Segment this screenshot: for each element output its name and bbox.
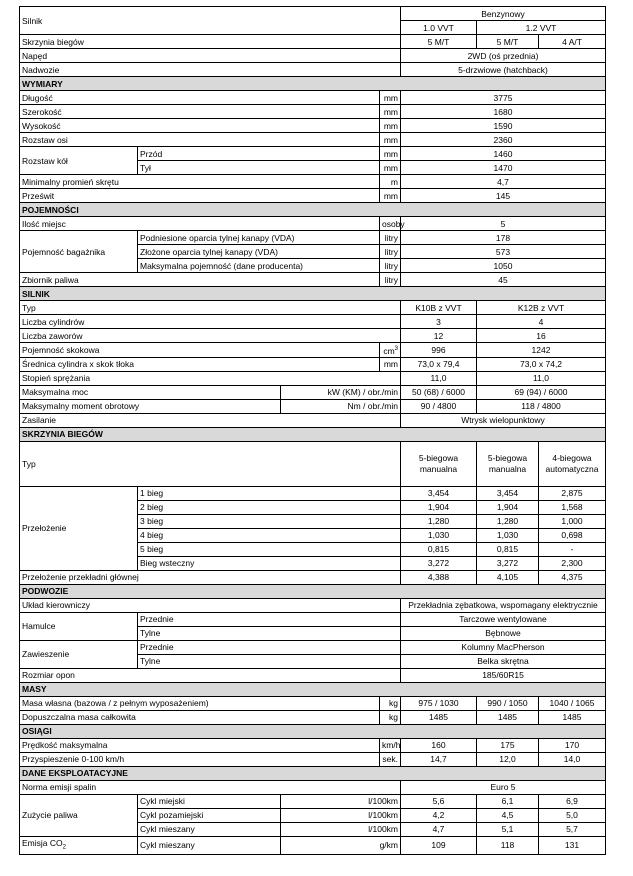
value-2: 4,5: [477, 808, 539, 822]
value: 4,7: [401, 175, 606, 189]
gearbox-type-2: 5-biegowa manualna: [477, 441, 539, 486]
row-displacement: [20, 343, 606, 358]
row-cylinders: [20, 315, 606, 329]
value-2: 6,1: [477, 794, 539, 808]
row-gear-1: [20, 486, 606, 500]
row-brakes-front: [20, 612, 606, 626]
value-2: 4: [477, 315, 606, 329]
spec-table: [19, 6, 606, 855]
row-label: Stopień sprężania: [20, 371, 401, 385]
unit: mm: [380, 161, 401, 175]
row-label: Długość: [20, 91, 380, 105]
value-2: 1242: [477, 343, 606, 358]
value-2: 1485: [477, 710, 539, 724]
sub-label: Przód: [138, 147, 380, 161]
ratio-label: Przełożenie: [20, 486, 138, 570]
unit: litry: [380, 231, 401, 245]
value-1: 3: [401, 315, 477, 329]
value: 1050: [401, 259, 606, 273]
cycle-label: Cykl mieszany: [138, 836, 281, 854]
cycle-label: Cykl miejski: [138, 794, 281, 808]
row-height: [20, 119, 606, 133]
sub-label: Przednie: [138, 612, 401, 626]
gearbox-type-1: 5-biegowa manualna: [401, 441, 477, 486]
value-2: 1,280: [477, 514, 539, 528]
row-label: Maksymalna moc: [20, 385, 281, 399]
row-label: Masa własna (bazowa / z pełnym wyposażeniem): [20, 696, 380, 710]
unit: mm: [380, 147, 401, 161]
value-1: 4,2: [401, 808, 477, 822]
section-capacities: [20, 203, 606, 217]
engine-variant-2: 1.2 VVT: [477, 21, 606, 35]
value-3: 1040 / 1065: [539, 696, 606, 710]
value-2: 3,272: [477, 556, 539, 570]
value-1: 3,272: [401, 556, 477, 570]
value-1: 1,904: [401, 500, 477, 514]
section-dimensions: [20, 77, 606, 91]
unit: litry: [380, 245, 401, 259]
section-chassis: [20, 584, 606, 598]
unit: sek.: [380, 752, 401, 766]
unit: mm: [380, 189, 401, 203]
row-seats: [20, 217, 606, 231]
row-label: Wysokość: [20, 119, 380, 133]
value-3: 5,7: [539, 822, 606, 836]
value: Kolumny MacPherson: [401, 640, 606, 654]
unit-superscript: 3: [394, 346, 398, 352]
value-1: 1,280: [401, 514, 477, 528]
section-title: POJEMNOŚCI: [20, 203, 606, 217]
unit: mm: [380, 105, 401, 119]
unit: l/100km: [281, 822, 401, 836]
row-label: Rozstaw osi: [20, 133, 380, 147]
section-title: MASY: [20, 682, 606, 696]
value-2: 1,904: [477, 500, 539, 514]
section-title: PODWOZIE: [20, 584, 606, 598]
value-1: 4,388: [401, 570, 477, 584]
gearbox-2: 5 M/T: [477, 35, 539, 49]
row-compression: [20, 371, 606, 385]
value-1: 109: [401, 836, 477, 854]
value-2: 12,0: [477, 752, 539, 766]
row-bore-stroke: [20, 357, 606, 371]
value-1: 14,7: [401, 752, 477, 766]
row-length: [20, 91, 606, 105]
fuel-value: Benzynowy: [401, 7, 606, 21]
value-1: 1485: [401, 710, 477, 724]
value-2: 3,454: [477, 486, 539, 500]
row-label: Układ kierowniczy: [20, 598, 401, 612]
unit: Nm / obr./min: [281, 399, 401, 413]
value: 45: [401, 273, 606, 287]
unit: osoby: [380, 217, 401, 231]
sub-label: Przednie: [138, 640, 401, 654]
sub-label: Tył: [138, 161, 380, 175]
value: 145: [401, 189, 606, 203]
unit: mm: [380, 133, 401, 147]
row-body: [20, 63, 606, 77]
value: Belka skrętna: [401, 654, 606, 668]
row-label: Pojemność skokowa: [20, 343, 380, 358]
body-value: 5-drzwiowe (hatchback): [401, 63, 606, 77]
value-1: 975 / 1030: [401, 696, 477, 710]
value-3: 14,0: [539, 752, 606, 766]
sub-label: Złożone oparcia tylnej kanapy (VDA): [138, 245, 380, 259]
row-track-front: [20, 147, 606, 161]
drive-value: 2WD (oś przednia): [401, 49, 606, 63]
value-1: 5,6: [401, 794, 477, 808]
row-label: Maksymalny moment obrotowy: [20, 399, 281, 413]
value: 178: [401, 231, 606, 245]
silnik-label: Silnik: [20, 7, 401, 35]
unit-base: cm: [383, 345, 395, 356]
value-2: 69 (94) / 6000: [477, 385, 606, 399]
row-emission-norm: [20, 780, 606, 794]
value: 1680: [401, 105, 606, 119]
row-gross-weight: [20, 710, 606, 724]
row-label: Dopuszczalna masa całkowita: [20, 710, 380, 724]
cycle-label: Cykl mieszany: [138, 822, 281, 836]
value-3: 1485: [539, 710, 606, 724]
row-width: [20, 105, 606, 119]
body-label: Nadwozie: [20, 63, 401, 77]
section-operating-data: [20, 766, 606, 780]
value-1: 3,454: [401, 486, 477, 500]
gearbox-3: 4 A/T: [539, 35, 606, 49]
row-label: Przełożenie przekładni głównej: [20, 570, 401, 584]
row-label: Prześwit: [20, 189, 380, 203]
value: Wtrysk wielopunktowy: [401, 413, 606, 427]
value: 1470: [401, 161, 606, 175]
unit: mm: [380, 357, 401, 371]
value-2: K12B z VVT: [477, 301, 606, 315]
gearbox-label: Skrzynia biegów: [20, 35, 401, 49]
value-1: 4,7: [401, 822, 477, 836]
value-1: 160: [401, 738, 477, 752]
row-label: Rozmiar opon: [20, 668, 401, 682]
track-label: Rozstaw kół: [20, 147, 138, 175]
gear-label: Bieg wsteczny: [138, 556, 401, 570]
row-acceleration: [20, 752, 606, 766]
co2-label-base: Emisja CO: [22, 837, 63, 848]
row-consumption-urban: [20, 794, 606, 808]
unit: l/100km: [281, 794, 401, 808]
row-turning-radius: [20, 175, 606, 189]
gearbox-1: 5 M/T: [401, 35, 477, 49]
value: 1460: [401, 147, 606, 161]
section-mass: [20, 682, 606, 696]
row-label: Liczba cylindrów: [20, 315, 401, 329]
row-label: Szerokość: [20, 105, 380, 119]
value-2: 11,0: [477, 371, 606, 385]
row-valves: [20, 329, 606, 343]
value: 573: [401, 245, 606, 259]
unit: km/h: [380, 738, 401, 752]
gear-label: 2 bieg: [138, 500, 401, 514]
spec-sheet: [19, 6, 605, 855]
value-1: 50 (68) / 6000: [401, 385, 477, 399]
value-2: 16: [477, 329, 606, 343]
row-power: [20, 385, 606, 399]
value: Euro 5: [401, 780, 606, 794]
unit: mm: [380, 119, 401, 133]
row-label: Typ: [20, 301, 401, 315]
section-gearbox: [20, 427, 606, 441]
sub-label: Tylne: [138, 626, 401, 640]
value-1: 996: [401, 343, 477, 358]
value-1: 11,0: [401, 371, 477, 385]
co2-label-subscript: 2: [62, 844, 66, 851]
value: 1590: [401, 119, 606, 133]
row-engine-type: [20, 301, 606, 315]
value: Przekładnia zębatkowa, wspomagany elektrycznie: [401, 598, 606, 612]
row-label: Prędkość maksymalna: [20, 738, 380, 752]
gear-label: 5 bieg: [138, 542, 401, 556]
row-drive: [20, 49, 606, 63]
row-label: Ilość miejsc: [20, 217, 380, 231]
row-suspension-front: [20, 640, 606, 654]
value-3: 2,875: [539, 486, 606, 500]
row-tyres: [20, 668, 606, 682]
brakes-label: Hamulce: [20, 612, 138, 640]
value-1: 90 / 4800: [401, 399, 477, 413]
unit: [380, 343, 401, 358]
gear-label: 4 bieg: [138, 528, 401, 542]
sub-label: Tylne: [138, 654, 401, 668]
value-2: 73,0 x 74,2: [477, 357, 606, 371]
value-1: 73,0 x 79,4: [401, 357, 477, 371]
row-label: Zbiornik paliwa: [20, 273, 380, 287]
row-clearance: [20, 189, 606, 203]
row-gearbox: [20, 35, 606, 49]
row-label: Przyspieszenie 0-100 km/h: [20, 752, 380, 766]
value: Tarczowe wentylowane: [401, 612, 606, 626]
value-2: 118: [477, 836, 539, 854]
drive-label: Napęd: [20, 49, 401, 63]
value-2: 0,815: [477, 542, 539, 556]
unit: m: [380, 175, 401, 189]
row-wheelbase: [20, 133, 606, 147]
unit: litry: [380, 259, 401, 273]
row-engine-fuel: [20, 7, 606, 21]
value-2: 175: [477, 738, 539, 752]
row-steering: [20, 598, 606, 612]
value-2: 990 / 1050: [477, 696, 539, 710]
cycle-label: Cykl pozamiejski: [138, 808, 281, 822]
section-title: SKRZYNIA BIEGÓW: [20, 427, 606, 441]
value-1: 1,030: [401, 528, 477, 542]
row-final-drive: [20, 570, 606, 584]
section-title: DANE EKSPLOATACYJNE: [20, 766, 606, 780]
row-label: Zasilanie: [20, 413, 401, 427]
value-3: 1,000: [539, 514, 606, 528]
row-trunk-1: [20, 231, 606, 245]
value-3: 2,300: [539, 556, 606, 570]
row-tank: [20, 273, 606, 287]
value-3: 170: [539, 738, 606, 752]
value-3: 4,375: [539, 570, 606, 584]
value: Bębnowe: [401, 626, 606, 640]
gear-label: 1 bieg: [138, 486, 401, 500]
consumption-label: Zużycie paliwa: [20, 794, 138, 836]
row-label: Typ: [20, 441, 401, 486]
unit: kg: [380, 696, 401, 710]
gearbox-type-3: 4-biegowa automatyczna: [539, 441, 606, 486]
value-2: 118 / 4800: [477, 399, 606, 413]
section-engine: [20, 287, 606, 301]
section-title: SILNIK: [20, 287, 606, 301]
section-performance: [20, 724, 606, 738]
value-2: 5,1: [477, 822, 539, 836]
value-1: K10B z VVT: [401, 301, 477, 315]
value-2: 1,030: [477, 528, 539, 542]
value: 185/60R15: [401, 668, 606, 682]
value-1: 0,815: [401, 542, 477, 556]
gear-label: 3 bieg: [138, 514, 401, 528]
row-label: Średnica cylindra x skok tłoka: [20, 357, 380, 371]
unit: kW (KM) / obr./min: [281, 385, 401, 399]
row-label: Norma emisji spalin: [20, 780, 401, 794]
unit: mm: [380, 91, 401, 105]
sub-label: Maksymalna pojemność (dane producenta): [138, 259, 380, 273]
row-top-speed: [20, 738, 606, 752]
value: 3775: [401, 91, 606, 105]
value-2: 4,105: [477, 570, 539, 584]
value-3: 0,698: [539, 528, 606, 542]
value-3: 6,9: [539, 794, 606, 808]
unit: kg: [380, 710, 401, 724]
value: 2360: [401, 133, 606, 147]
row-co2: [20, 836, 606, 854]
value-3: -: [539, 542, 606, 556]
co2-label: [20, 836, 138, 854]
row-label: Liczba zaworów: [20, 329, 401, 343]
value-3: 1,568: [539, 500, 606, 514]
row-torque: [20, 399, 606, 413]
value-1: 12: [401, 329, 477, 343]
value-3: 5,0: [539, 808, 606, 822]
unit: litry: [380, 273, 401, 287]
row-fuel-system: [20, 413, 606, 427]
section-title: WYMIARY: [20, 77, 606, 91]
suspension-label: Zawieszenie: [20, 640, 138, 668]
engine-variant-1: 1.0 VVT: [401, 21, 477, 35]
row-label: Minimalny promień skrętu: [20, 175, 380, 189]
value: 5: [401, 217, 606, 231]
unit: l/100km: [281, 808, 401, 822]
row-curb-weight: [20, 696, 606, 710]
sub-label: Podniesione oparcia tylnej kanapy (VDA): [138, 231, 380, 245]
trunk-label: Pojemność bagażnika: [20, 231, 138, 273]
row-gearbox-type: [20, 441, 606, 486]
unit: g/km: [281, 836, 401, 854]
section-title: OSIĄGI: [20, 724, 606, 738]
value-3: 131: [539, 836, 606, 854]
